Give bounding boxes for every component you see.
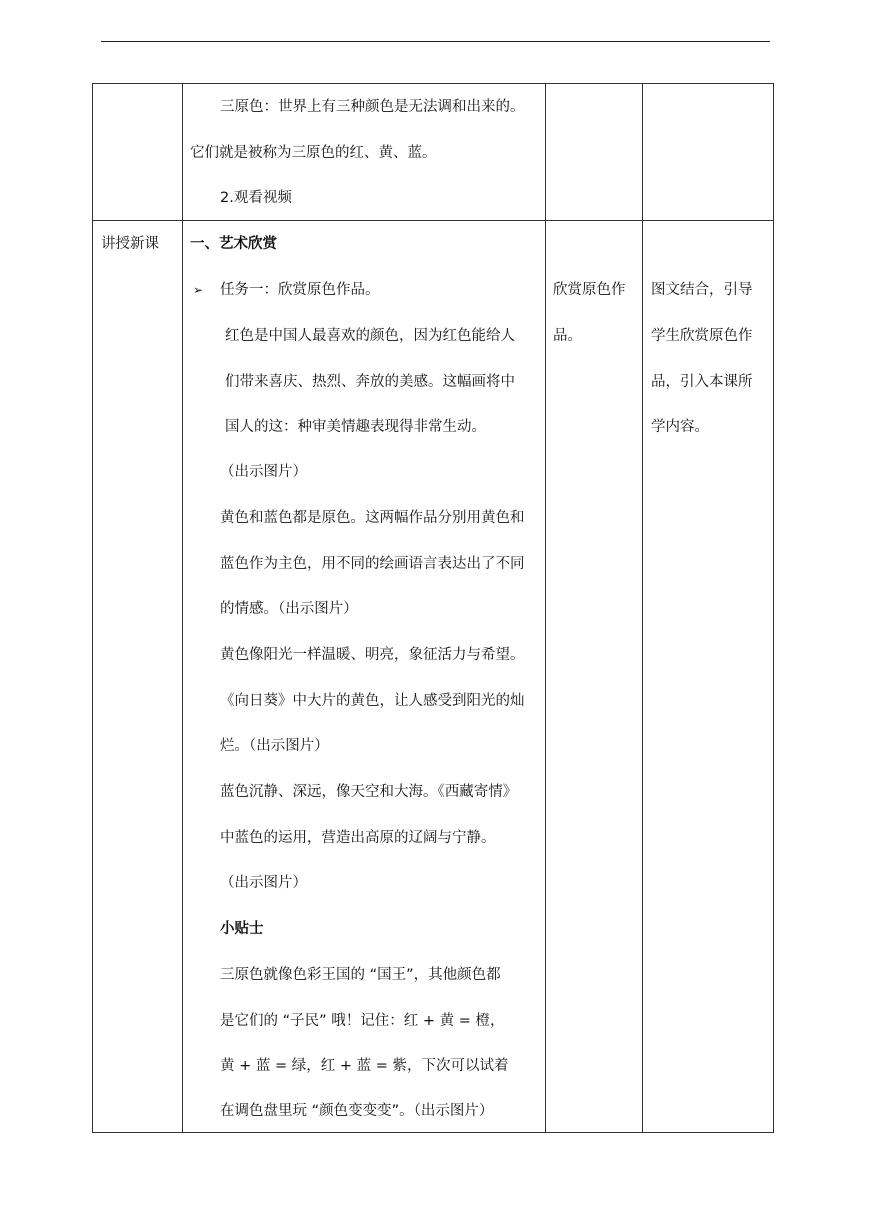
yellow-blue-paragraph-line: 蓝色作为主色，用不同的绘画语言表达出了不同 (220, 556, 525, 572)
row-divider (92, 220, 774, 221)
bullet-arrow-icon: ➢ (193, 283, 204, 297)
stage-label: 讲授新课 (101, 236, 159, 252)
show-picture-note: （出示图片） (220, 875, 307, 891)
primary-colors-definition-line2: 它们就是被称为三原色的红、黄、蓝。 (190, 145, 437, 161)
red-paragraph-line: 们带来喜庆、热烈、奔放的美感。这幅画将中 (225, 374, 515, 390)
yellow-paragraph-line: 黄色像阳光一样温暖、明亮，象征活力与希望。 (220, 647, 525, 663)
student-activity-line: 欣赏原色作 (553, 282, 626, 298)
yellow-blue-paragraph-line: 的情感。（出示图片） (220, 601, 358, 617)
show-picture-note: （出示图片） (220, 464, 307, 480)
table-top-border (92, 83, 774, 84)
task-one: 任务一：欣赏原色作品。 (220, 282, 380, 298)
column-divider-1 (182, 83, 183, 1132)
student-activity-line: 品。 (553, 328, 582, 344)
tip-title: 小贴士 (220, 921, 264, 937)
table-left-border (92, 83, 93, 1132)
red-paragraph-line: 国人的这：种审美情趣表现得非常生动。 (225, 419, 486, 435)
yellow-paragraph-line: 《向日葵》中大片的黄色，让人感受到阳光的灿 (220, 693, 525, 709)
blue-paragraph-line: 中蓝色的运用，营造出高原的辽阔与宁静。 (220, 830, 496, 846)
primary-colors-definition-line1: 三原色：世界上有三种颜色是无法调和出来的。 (220, 99, 525, 115)
design-intent-line: 品，引入本课所 (651, 374, 753, 390)
column-divider-2 (545, 83, 546, 1132)
column-divider-3 (642, 83, 643, 1132)
table-right-border (773, 83, 774, 1132)
blue-paragraph-line: 蓝色沉静、深远，像天空和大海。《西藏寄情》 (220, 784, 518, 800)
header-rule (101, 41, 770, 42)
design-intent-line: 学生欣赏原色作 (651, 328, 753, 344)
section-heading: 一、艺术欣赏 (190, 236, 277, 252)
watch-video-step: 2.观看视频 (220, 190, 292, 206)
yellow-paragraph-line: 烂。（出示图片） (220, 738, 329, 754)
tip-line: 是它们的 “子民” 哦！记住：红 + 黄 = 橙， (220, 1013, 505, 1029)
tip-line: 三原色就像色彩王国的 “国王”，其他颜色都 (220, 967, 501, 983)
tip-line: 黄 + 蓝 = 绿，红 + 蓝 = 紫，下次可以试着 (220, 1058, 509, 1074)
design-intent-line: 学内容。 (651, 419, 709, 435)
tip-line: 在调色盘里玩 “颜色变变变”。（出示图片） (220, 1103, 494, 1119)
table-bottom-border (92, 1132, 774, 1133)
red-paragraph-line: 红色是中国人最喜欢的颜色，因为红色能给人 (225, 328, 515, 344)
yellow-blue-paragraph-line: 黄色和蓝色都是原色。这两幅作品分别用黄色和 (220, 510, 525, 526)
design-intent-line: 图文结合，引导 (651, 282, 753, 298)
